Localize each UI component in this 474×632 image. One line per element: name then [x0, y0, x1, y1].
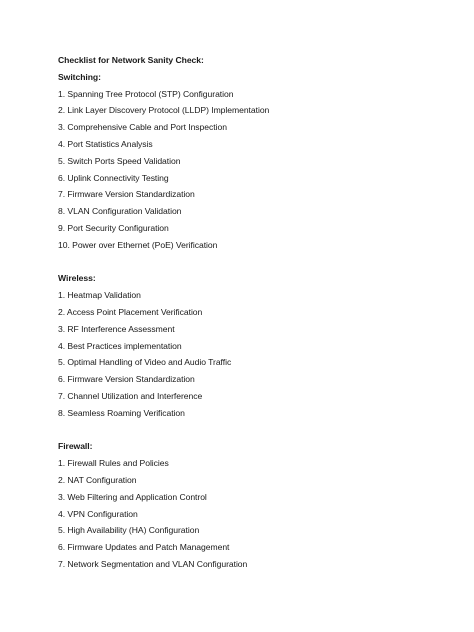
list-item: 7. Channel Utilization and Interference: [58, 390, 203, 401]
list-item: 3. RF Interference Assessment: [58, 323, 175, 334]
list-item: 6. Firmware Version Standardization: [58, 374, 195, 385]
checklist-wireless: [58, 287, 458, 421]
list-item: 5. Optimal Handling of Video and Audio Traffic: [58, 357, 232, 368]
list-item: 1. Heatmap Validation: [58, 290, 141, 301]
section-heading-switching: Switching:: [58, 71, 101, 82]
list-item: 5. Switch Ports Speed Validation: [58, 155, 181, 166]
list-item: 7. Firmware Version Standardization: [58, 189, 195, 200]
list-item: 1. Firewall Rules and Policies: [58, 458, 169, 469]
list-item: 6. Uplink Connectivity Testing: [58, 172, 169, 183]
checklist-switching: [58, 86, 458, 254]
list-item: 8. Seamless Roaming Verification: [58, 407, 185, 418]
section-heading-firewall: Firewall:: [58, 441, 93, 452]
list-item: 5. High Availability (HA) Configuration: [58, 525, 200, 536]
section-spacer: [58, 254, 458, 271]
list-item: 6. Firmware Updates and Patch Management: [58, 542, 230, 553]
list-item: 2. Link Layer Discovery Protocol (LLDP) Implementation: [58, 105, 270, 116]
list-item: 4. Best Practices implementation: [58, 340, 182, 351]
list-item: 2. Access Point Placement Verification: [58, 306, 203, 317]
list-item: 10. Power over Ethernet (PoE) Verification: [58, 239, 218, 250]
list-item: 3. Web Filtering and Application Control: [58, 491, 207, 502]
section-spacer: [58, 422, 458, 439]
checklist-firewall: [58, 455, 458, 573]
list-item: 1. Spanning Tree Protocol (STP) Configuration: [58, 88, 234, 99]
section-heading-wireless: Wireless:: [58, 273, 96, 284]
list-item: 4. Port Statistics Analysis: [58, 138, 153, 149]
list-item: 3. Comprehensive Cable and Port Inspection: [58, 122, 227, 133]
list-item: 9. Port Security Configuration: [58, 222, 169, 233]
list-item: 4. VPN Configuration: [58, 508, 138, 519]
list-item: 7. Network Segmentation and VLAN Configuration: [58, 558, 248, 569]
document-body: [58, 52, 458, 573]
list-item: 8. VLAN Configuration Validation: [58, 206, 182, 217]
document-title: Checklist for Network Sanity Check:: [58, 55, 204, 65]
list-item: 2. NAT Configuration: [58, 474, 137, 485]
